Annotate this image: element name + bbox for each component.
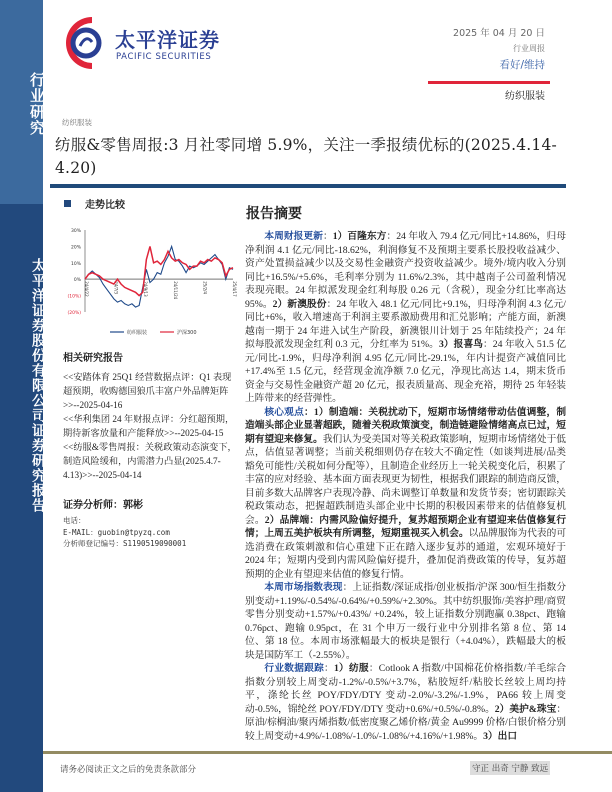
x-tick-label: 24/7/3 [113,281,119,295]
x-tick-label: 24/11/24 [172,281,178,300]
y-tick-label: 20% [70,245,81,251]
trend-chart [55,222,240,342]
footer-disclaimer: 请务必阅读正文之后的免责条款部分 [60,765,197,775]
rating: 看好/维持 [499,59,545,71]
colon: ： [303,406,314,418]
text: ：24 年收入 51.5 亿元/同比-1.9%，归母净利润 4.95 亿元/同比-29.1%，年内计提资产减值同比+17.4%至 1.5 亿元，经营现金流净额 7.0 亿元，净现比高达 1.4，期末货币资金与交易性金融资产超 20 亿元，报表质量高、现金充裕，期待 25 年轻装上阵带来的经营弹性。 [245,339,567,404]
label: 核心观点 [264,406,304,418]
page-title: 纺服&零售周报:3 月社零同增 5.9%，关注一季报绩优标的(2025.4.14-4.20) [55,136,557,177]
colon: ： [322,231,333,242]
title-divider [50,184,566,188]
summary-heading: 报告摘要 [246,206,302,222]
summary-body [245,230,566,743]
related-report[interactable] [63,412,240,440]
sidebar-company: 太平洋证券股份有限公司证券研究报告 [30,258,46,513]
y-tick-label: 0% [73,278,81,284]
label: 本周财报更新 [264,231,323,242]
company-name: 1）百隆东方 [332,231,387,242]
highlight: 1）纺服 [333,663,369,674]
left-column-flow [63,349,240,550]
label: 行业数据跟踪 [264,663,325,674]
text: 我们认为受美国对等关税政策影响，短期市场情绪处于低点，估值显著调整；当前关税细则仍存在较大不确定性（如谈判进展/品类豁免可能性/关税如何分配等），且制造企业经历上一轮关税变化后，积累了丰富的应对经验、基本面方面表现更为韧性，根据我们跟踪的制造商反馈，目前多数大品牌客户表现冷静、尚未调整订单数量和发货节奏；密切跟踪关税政策动态，把握超跌制造头部企业中长期的积极因素带来的估值修复机会。 [245,433,566,526]
section-marker-icon [64,200,71,207]
logo-en: PACIFIC SECURITIES [116,52,212,62]
text: 以品牌服饰为代表的可选消费在政策刺激和信心重建下正在踏入逐步复苏的通道，宏观环境好于 2024 年；短期内受到内需风险偏好提升，叠加促消费政策的传导，复苏超预期的企业有望迎来估值的修复行情。 [245,528,567,580]
x-tick-label: 24/9/13 [143,281,149,297]
text: ：原油/棕榈油/聚丙烯指数/低密度聚乙烯价格/黄金 Au9999 价格/白银价格分别较上周变动+4.9%/-1.08%/-1.0%/-1.08%/+4.16%/+1.98%。 [245,703,566,742]
text: ：Cotlook A 指数/中国棉花价格指数/羊毛综合指数分别较上周变动-1.2%/-0.5%/+3.7%，粘胶短纤/粘胶长丝较上周均持平，涤纶长丝 POY/FDY/DTY 变动-2.0%/-3.2%/-1.9%，PA66 较上周变动-0.5%，锦纶丝 POY/FDY/DTY 变动+0.6%/+0.5%/-0.8%。 [245,663,567,715]
breadcrumb: 纺织服装 [62,118,92,127]
paragraph-market [245,581,566,662]
analyst-email[interactable]: E-MAIL：guobin@tpyzq.com [63,527,170,537]
related-report-title[interactable]: <<安踏体育 25Q1 经营数据点评：Q1 表现超预期，收购德国狼爪丰富户外品牌矩阵>> [63,372,232,410]
related-report[interactable] [63,370,240,412]
related-report-date: --2025-04-14 [92,470,142,480]
company-name: 3）报喜鸟 [438,339,484,350]
rating-rule [428,81,550,84]
text: ：上证指数/深证成指/创业板指/沪深 300/恒生指数分别变动+1.19%/-0.54%/-0.64%/+0.59%/+2.30%。其中纺织服饰/美容护理/商贸零售分别变动+1.57%/+0.43%/ +0.24%，较上证指数分别跑赢 0.38pct、跑输 0.76pct、跑输 0.95pct，在 31 个申万一级行业中分别排名第 8 位、第 14 位、第 18 位。本周市场涨幅最大的板块是银行（+4.04%），跌幅最大的板块是国防军工（-2.55%）。 [245,582,567,661]
related-report-title[interactable]: <<华利集团 24 年财报点评：分红超预期，期待新客放量和产能释放>> [63,414,235,438]
colon: ： [324,663,334,674]
company-name: 2）新澳股份 [272,298,327,310]
company-logo [60,14,230,72]
x-tick-label: 24/4/22 [84,281,89,297]
sidebar-category: 行业研究 [28,72,46,136]
analyst-phone: 电话： [63,516,86,525]
industry: 纺织服装 [505,91,545,102]
x-tick-label: 25/2/4 [202,281,208,295]
analyst-heading: 证券分析师：郭彬 [63,500,143,511]
related-heading: 相关研究报告 [63,353,123,364]
related-report-date: --2025-04-16 [73,400,123,410]
paragraph-industry-data [245,662,566,743]
series-line-hs300 [85,246,233,295]
related-report-title[interactable]: <<纺服&零售周报：关税政策动态演变下，制造风险缓和，内需潜力凸显(2025.4.7-4.13)>> [63,442,237,480]
highlight: 2）品牌端：内需风险偏好提升，复苏超预期企业有望迎来估值修复行情；上周五美护板块有所调整，短期重视买入机会。 [245,514,567,539]
related-report-date: --2025-04-15 [174,428,224,438]
y-tick-label: (10%) [67,294,81,300]
highlight: 2）美护&珠宝 [494,703,557,715]
report-type: 行业周报 [513,44,545,53]
y-tick-label: 30% [70,229,81,234]
paragraph-core-view [245,406,566,582]
y-tick-label: 10% [70,261,81,267]
y-tick-label: (20%) [67,311,81,316]
report-date: 2025 年 04 月 20 日 [453,28,545,39]
logo-emblem-icon [62,16,102,70]
x-tick-label: 25/4/17 [232,281,237,297]
related-list [63,370,240,482]
related-report[interactable] [63,440,240,482]
text: ：24 年收入 79.4 亿元/同比+14.86%，归母净利润 4.1 亿元/同比-18.62%，利润修复不及预期主要系长股投收益减少、资产处置损益减少以及交易性金融资产投资收益减少。境外/境内收入分别同比+16.5%/+5.6%，毛利率分别为 11.6%/2.3%，其中越南子公司盈利情况表现亮眼。24 年拟派发现金红利每股 0.26 元（含税），现金分红比率高达 95%。 [245,231,567,310]
highlight: 1）制造端：关税扰动下，短期市场情绪带动估值调整，制造端头部企业显著超跌，随着关税政策演变，制造链避险情绪高点已过，短期有望迎来修复。 [245,406,567,445]
analyst-contact [63,515,240,550]
trend-heading: 走势比较 [85,200,125,211]
footer-motto: 守正 出奇 宁静 致远 [470,761,550,775]
footer-divider [43,751,612,754]
legend-label: 纺织服装 [127,330,148,336]
series-line-textile [85,246,233,307]
label: 本周市场指数表现 [264,582,343,593]
logo-cn: 太平洋证券 [115,28,220,52]
highlight: 3）出口 [483,730,518,742]
text: ：24 年收入 48.1 亿元/同比+9.1%，归母净利润 4.3 亿元/同比+6%，收入增速高于利润主要系激励费用和汇兑影响；产能方面，新澳越南一期于 24 年进入试生产阶段，新澳银川计划于 25 年陆续投产；24 年拟每股派发现金红利 0.3 元，分红率为 51%。 [245,298,566,350]
legend-label: 沪深300 [177,330,197,336]
analyst-license: 分析师登记编号：S1190519090001 [63,539,187,548]
paragraph-earnings [245,230,566,406]
